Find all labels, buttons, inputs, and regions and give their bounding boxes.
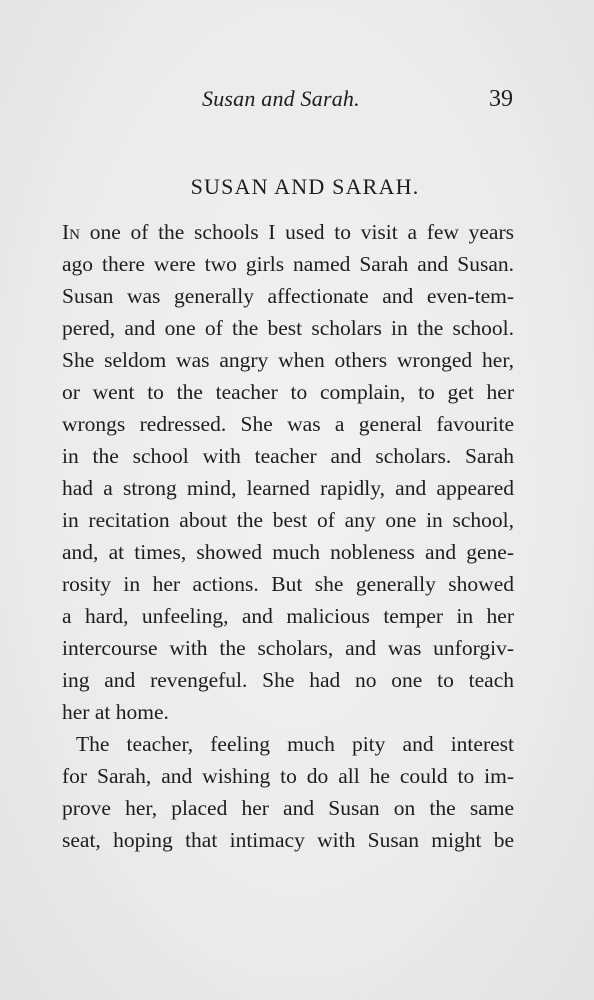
text-line: her at home. xyxy=(62,700,169,724)
text-line: pered, and one of the best scholars in the school. xyxy=(62,316,514,340)
text-line: or went to the teacher to complain, to get her xyxy=(62,380,514,404)
text-line: intercourse with the scholars, and was unforgiv- xyxy=(62,636,514,660)
text-line: Susan was generally affectionate and even-tem- xyxy=(62,284,514,308)
text-line: a hard, unfeeling, and malicious temper in her xyxy=(62,604,514,628)
page-number: 39 xyxy=(489,86,513,112)
paragraph-2 xyxy=(62,728,514,856)
text-line: in the school with teacher and scholars. Sarah xyxy=(62,444,514,468)
text-line: The teacher, feeling much pity and interest xyxy=(76,732,514,756)
text-line: In one of the schools I used to visit a few years xyxy=(62,220,514,244)
text-line: ing and revengeful. She had no one to teach xyxy=(62,668,514,692)
text-line: rosity in her actions. But she generally showed xyxy=(62,572,514,596)
chapter-title: SUSAN AND SARAH. xyxy=(190,174,420,199)
text-line: had a strong mind, learned rapidly, and appeared xyxy=(62,476,514,500)
text-line: prove her, placed her and Susan on the same xyxy=(62,796,514,820)
text-line: seat, hoping that intimacy with Susan might be xyxy=(62,828,514,852)
text-line: and, at times, showed much nobleness and gene- xyxy=(62,540,514,564)
running-title: Susan and Sarah. xyxy=(202,86,360,111)
paragraph-1 xyxy=(62,216,514,728)
text-line: ago there were two girls named Sarah and Susan. xyxy=(62,252,514,276)
text-line: She seldom was angry when others wronged her, xyxy=(62,348,514,372)
opening-word: In xyxy=(62,220,80,244)
running-head xyxy=(0,86,594,116)
text-line: in recitation about the best of any one in school, xyxy=(62,508,514,532)
text-line: wrongs redressed. She was a general favourite xyxy=(62,412,514,436)
text-line: for Sarah, and wishing to do all he could to im- xyxy=(62,764,514,788)
